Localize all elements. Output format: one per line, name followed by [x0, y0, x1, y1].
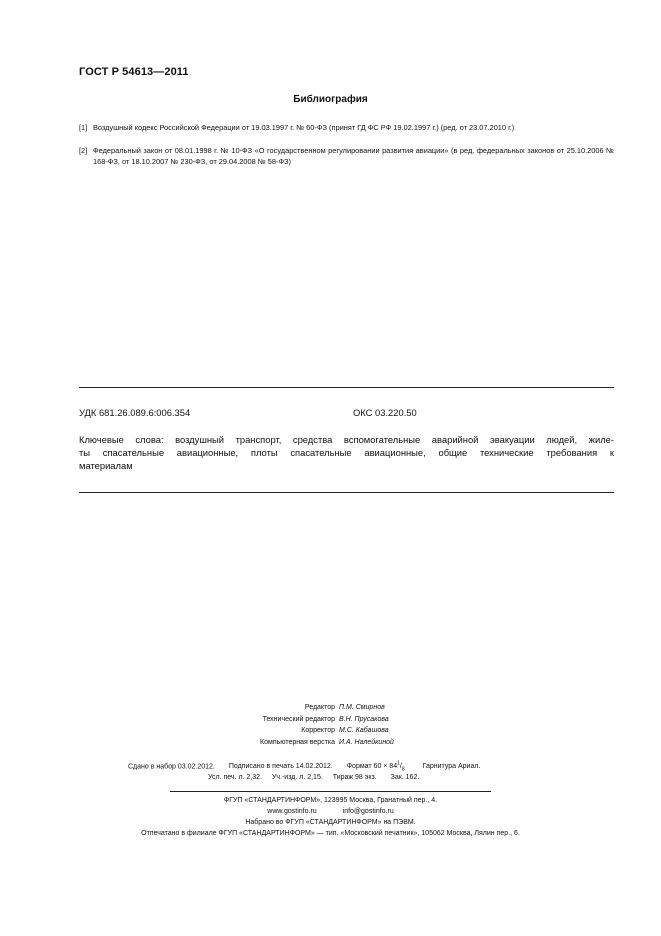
keywords	[79, 433, 614, 472]
order-number: Зак. 162.	[390, 774, 420, 781]
bibliography-title: Библиография	[293, 94, 368, 105]
udc-code: УДК 681.26.089.6:006.354	[79, 407, 191, 418]
publisher-address: ФГУП «СТАНДАРТИНФОРМ», 123995 Москва, Гранатный пер., 4.	[223, 797, 438, 804]
bibliography-item-text: Федеральный закон от 08.01.1998 г. № 10-ФЗ «О государственном регулировании развития авиации» (в ред. федеральных законов от 25.10.2006 № 168-ФЗ, от 18.10.2007 № 230-ФЗ, от 29.04.2008 № 58-ФЗ)	[93, 146, 614, 166]
email-link[interactable]: info@gostinfo.ru	[342, 808, 394, 815]
bibliography-item-number: [1]	[79, 123, 88, 132]
divider-top	[79, 387, 614, 388]
divider-bottom	[79, 492, 614, 493]
credit-layout	[170, 739, 394, 746]
credit-name: П.М. Смирнов	[339, 704, 385, 711]
bibliography-item-text: Воздушный кодекс Российской Федерации от 19.03.1997 г. № 60-ФЗ (принят ГД ФС РФ 19.02.1997 г.) (ред. от 23.07.2010 г.)	[93, 123, 515, 132]
credit-corrector	[170, 727, 389, 734]
print-format: Формат $60 \times 84^1/_8$	[346, 761, 405, 773]
typeset-note: Набрано во ФГУП «СТАНДАРТИНФОРМ» на ПЭВМ.	[245, 819, 416, 826]
bibliography-item-number: [2]	[79, 146, 88, 155]
keywords-line: ты спасательные авиационные, плоты спасательные авиационные, общие технические требования к	[79, 447, 614, 458]
credit-label: Корректор	[301, 727, 335, 734]
publishing-sheets: Уч.-изд. л. 2,15.	[271, 774, 323, 781]
keywords-line: материалам	[79, 460, 133, 471]
printed-note: Отпечатано в филиале ФГУП «СТАНДАРТИНФОРМ» — тип. «Московский печатник», 105062 Москва, Лялин пер., 6.	[141, 830, 520, 837]
divider-publisher	[170, 791, 491, 792]
credit-tech-editor	[170, 716, 389, 723]
credit-label: Технический редактор	[262, 716, 335, 723]
print-sheets: Усл. печ. л. 2,32.	[208, 774, 262, 781]
standard-id: ГОСТ Р 54613—2011	[79, 66, 189, 78]
signed-date: Подписано в печать 14.02.2012.	[228, 763, 333, 771]
bibliography-item	[79, 145, 614, 167]
publishing-line-2	[208, 774, 419, 781]
credit-name: В.Н. Прусакова	[339, 716, 389, 723]
publishing-line-1	[128, 761, 480, 773]
typeface: Гарнитура Ариал.	[422, 763, 481, 771]
bibliography-item	[79, 122, 614, 133]
oks-code: ОКС 03.220.50	[353, 407, 417, 418]
keywords-line: Ключевые слова: воздушный транспорт, средства вспомогательные аварийной эвакуации людей, жиле-	[79, 434, 614, 445]
print-run: Тираж 98 экз.	[332, 774, 377, 781]
credit-name: И.А. Налейкиной	[339, 739, 394, 746]
publisher-contacts	[0, 808, 661, 815]
credit-label: Компьютерная верстка	[260, 739, 335, 746]
submitted-date: Сдано в набор 03.02.2012.	[128, 763, 215, 771]
credit-label: Редактор	[304, 704, 335, 711]
credit-name: М.С. Кабашова	[339, 727, 389, 734]
credit-editor	[170, 704, 385, 711]
website-link[interactable]: www.gostinfo.ru	[267, 808, 317, 815]
